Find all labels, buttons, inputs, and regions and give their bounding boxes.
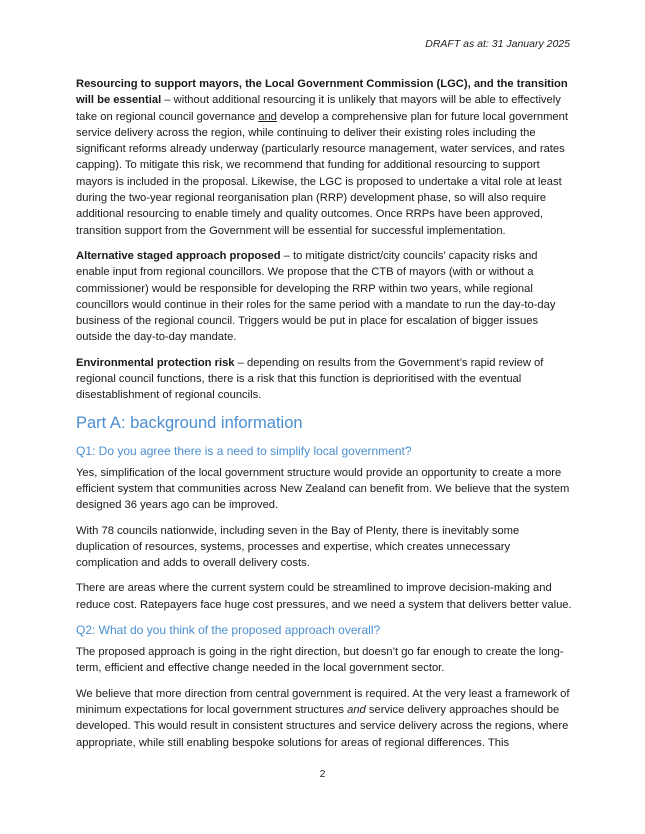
paragraph-text: – depending on results from the Government’s rapid review of regional council functions, there is a risk that this function is deprioritised with the eventual disestablishment of regional councils.: [76, 356, 544, 402]
paragraph-resourcing: [76, 76, 572, 239]
section-heading-part-a: Part A: background information: [76, 413, 303, 432]
paragraph-lead: Alternative staged approach proposed: [76, 249, 281, 262]
paragraph-environmental-risk: [76, 355, 572, 404]
draft-date-label: DRAFT as at: 31 January 2025: [425, 38, 570, 50]
paragraph-staged-approach: [76, 248, 572, 346]
document-body: [76, 76, 572, 760]
q1-answer-paragraph: There are areas where the current system could be streamlined to improve decision-making and reduce cost. Ratepayers face huge cost pressures, and we need a system that delivers better value.: [76, 582, 572, 611]
q1-answer-paragraph: With 78 councils nationwide, including seven in the Bay of Plenty, there is inevitably some duplication of resources, systems, processes and expertise, which creates unnecessary complication and adds to overall delivery costs.: [76, 524, 520, 570]
paragraph-text: service delivery approaches should be developed. This would result in consistent structures and service delivery across the regions, where appropriate, while still enabling bespoke solutions for areas of regional differences. This: [76, 703, 569, 749]
q2-answer-paragraph: [76, 686, 572, 751]
question-heading-q2: Q2: What do you think of the proposed approach overall?: [76, 623, 381, 638]
paragraph-text: – to mitigate district/city councils’ capacity risks and enable input from regional councillors. We propose that the CTB of mayors (with or without a commissioner) would be responsible for developing the RRP within two years, while regional councillors would continue in their roles for the same period with a mandate to run the day-to-day business of the regional council. Triggers would be put in place for escalation of bigger issues outside the day-to-day mandate.: [76, 249, 556, 344]
italic-word: and: [347, 703, 366, 716]
page-number: 2: [319, 768, 326, 780]
paragraph-lead: Resourcing to support mayors, the Local Government Commission (LGC), and the transition will be essential: [76, 78, 568, 107]
q2-answer-paragraph: The proposed approach is going in the right direction, but doesn’t go far enough to create the long-term, efficient and effective change needed in the local government sector.: [76, 646, 564, 675]
question-heading-q1: Q1: Do you agree there is a need to simplify local government?: [76, 443, 412, 458]
q1-answer-paragraph: Yes, simplification of the local government structure would provide an opportunity to create a more efficient system that communities across New Zealand can benefit from. We believe that the system designed 36 years ago can be improved.: [76, 466, 570, 512]
paragraph-text: – without additional resourcing it is unlikely that mayors will be able to effectively take on regional council governance: [76, 94, 561, 123]
paragraph-text: We believe that more direction from central government is required. At the very least a framework of minimum expectations for local government structures: [76, 687, 570, 716]
underlined-word: and: [258, 110, 277, 123]
paragraph-lead: Environmental protection risk: [76, 356, 235, 369]
paragraph-text: develop a comprehensive plan for future local government service delivery across the region, while continuing to deliver their existing roles including the significant reforms already underway (particularly resource management, water services, and rates capping). To mitigate this risk, we recommend that funding for additional resourcing to support mayors is included in the proposal. Likewise, the LGC is proposed to undertake a vital role at least during the two-year regional reorganisation plan (RRP) development phase, so will also require additional resourcing to enable timely and quality outcomes. Once RRPs have been approved, transition support from the Government will be essential for successful implementation.: [76, 110, 568, 237]
